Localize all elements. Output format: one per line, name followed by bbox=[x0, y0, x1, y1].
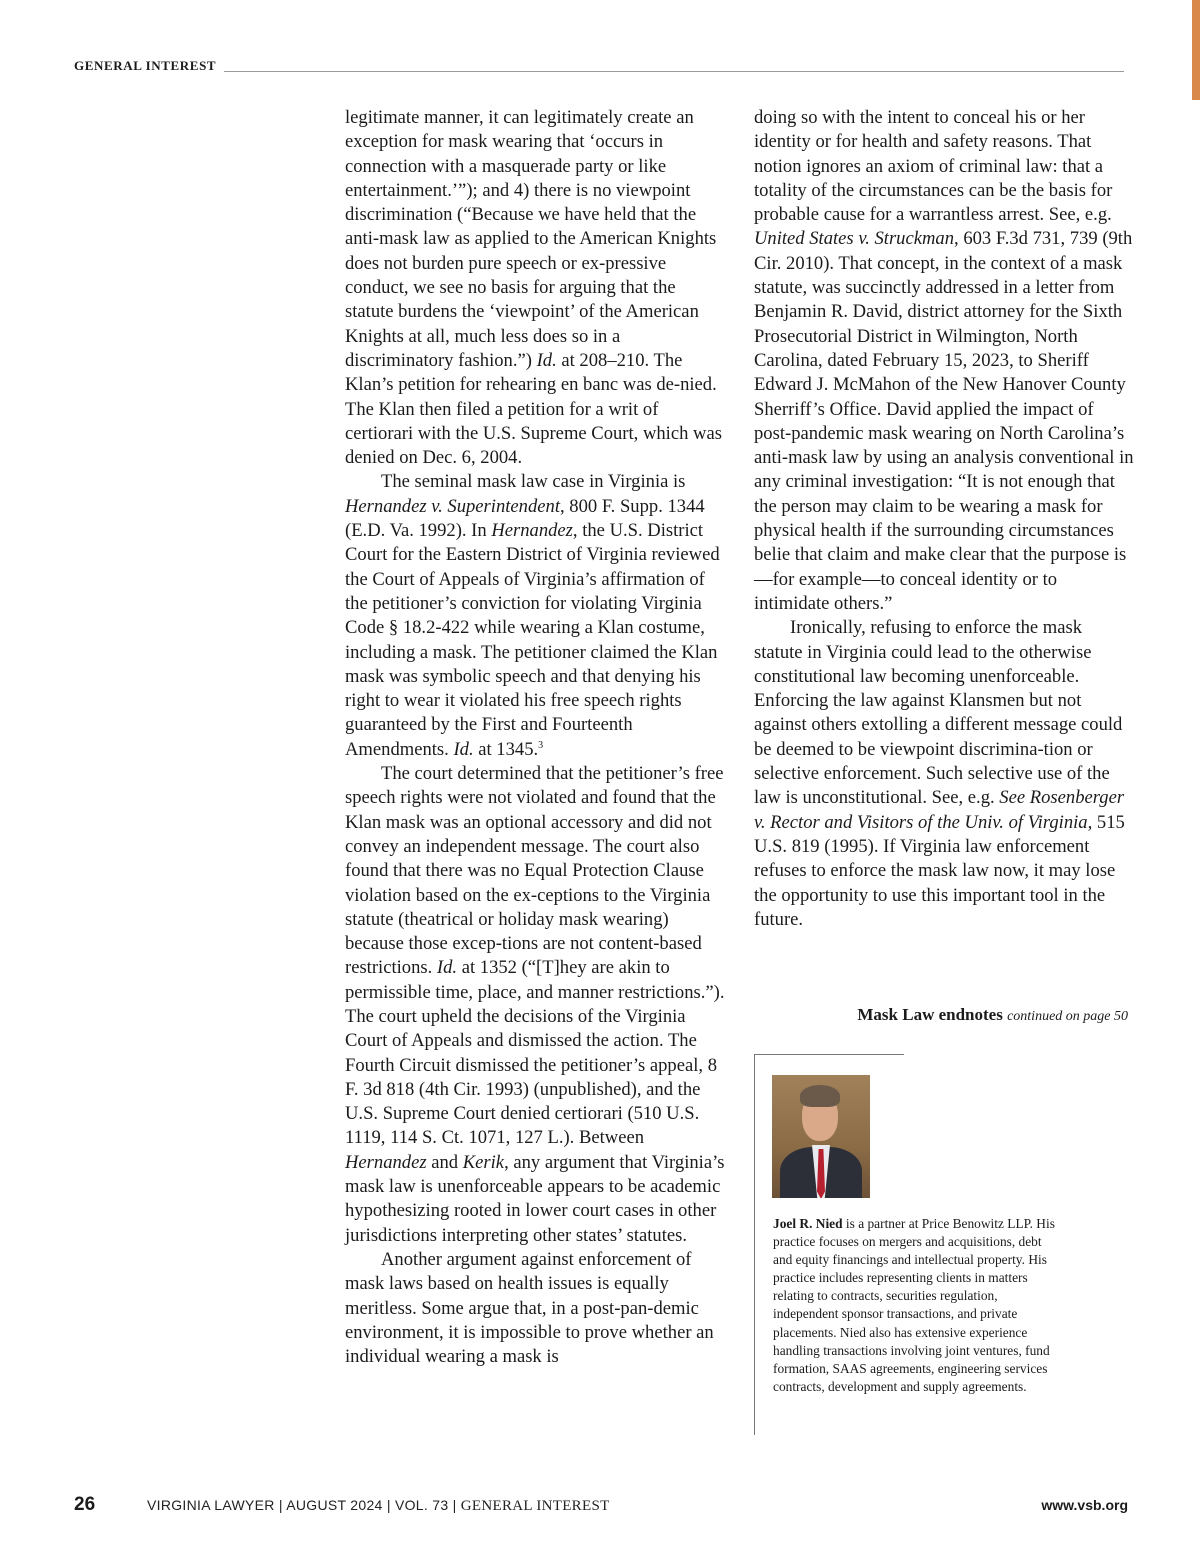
article-column-2 bbox=[754, 106, 1134, 932]
article-column-1 bbox=[345, 106, 725, 1369]
page-footer bbox=[74, 1494, 1128, 1518]
bio-rule bbox=[754, 1054, 904, 1055]
author-bio: Joel R. Nied is a partner at Price Benowitz LLP. His practice focuses on mergers and acquisitions, debt and equity financings and intellectual property. His practice includes representing clients in matters relating to contracts, securities regulation, independent sponsor transactions, and private placements. Nied also has extensive experience handling transactions involving joint ventures, fund formation, SAAS agreements, engineering services contracts, development and supply agreements. bbox=[773, 1216, 1055, 1394]
footnote-marker: 3 bbox=[538, 739, 544, 751]
section-label: GENERAL INTEREST bbox=[74, 58, 217, 73]
endnotes-continuation: Mask Law endnotes continued on page 50 bbox=[857, 1005, 1128, 1024]
paragraph: legitimate manner, it can legitimately create an exception for mask wearing that ‘occurs in connection with a masquerade party or like entertainment.’”); and 4) there is no viewpoint discrimination (“Because we have held that the anti-mask law as applied to the American Knights does not burden pure speech or ex-pressive conduct, we see no basis for arguing that the statute burdens the ‘viewpoint’ of the American Knights at all, much less does so in a discriminatory fashion.”) Id. at 208–210. The Klan’s petition for rehearing en banc was de-nied. The Klan then filed a petition for a writ of certiorari with the U.S. Supreme Court, which was denied on Dec. 6, 2004. bbox=[345, 107, 722, 469]
paragraph: Another argument against enforcement of mask laws based on health issues is equally meritless. Some argue that, in a post-pan-demic environment, it is impossible to prove whether an individual wearing a mask is bbox=[345, 1248, 714, 1368]
paragraph: doing so with the intent to conceal his or her identity or for health and safety reasons. That notion ignores an axiom of criminal law: that a totality of the circumstances can be the basis for probable cause for a warrantless arrest. See, e.g. United States v. Struckman, 603 F.3d 731, 739 (9th Cir. 2010). That concept, in the context of a mask statute, was succinctly addressed in a letter from Benjamin R. David, district attorney for the Sixth Prosecutorial District in Wilmington, North Carolina, dated February 15, 2023, to Sheriff Edward J. McMahon of the New Hanover County Sherriff’s Office. David applied the impact of post-pandemic mask wearing on North Carolina’s anti-mask law by using an analysis conventional in any criminal investigation: “It is not enough that the person may claim to be wearing a mask for physical health if the surrounding circumstances belie that claim and make clear that the purpose is—for example—to conceal identity or to intimidate others.” bbox=[754, 107, 1134, 614]
page-number: 26 bbox=[74, 1494, 96, 1515]
paragraph: The seminal mask law case in Virginia is Hernandez v. Superintendent, 800 F. Supp. 1344 (E.D. Va. 1992). In Hernandez, the U.S. District Court for the Eastern District of Virginia reviewed the Court of Appeals of Virginia’s affirmation of the petitioner’s conviction for violating Virginia Code § 18.2-422 while wearing a Klan costume, including a mask. The petitioner claimed the Klan mask was symbolic speech and that denying his right to wear it violated his free speech rights guaranteed by the First and Fourteenth Amendments. Id. at 1345.$^3$ bbox=[345, 471, 720, 760]
publication-info: VIRGINIA LAWYER | AUGUST 2024 | VOL. 73 | GENERAL INTEREST bbox=[147, 1497, 610, 1514]
website-link: www.vsb.org bbox=[1041, 1497, 1128, 1513]
page-edge-tab bbox=[1192, 0, 1200, 100]
paragraph: The court determined that the petitioner’s free speech rights were not violated and found that the Klan mask was an optional accessory and did not convey an independent message. The court also found that there was no Equal Protection Clause violation based on the ex-ceptions to the Virginia statute (theatrical or holiday mask wearing) because those excep-tions are not content-based restrictions. Id. at 1352 (“[T]hey are akin to permissible time, place, and manner restrictions.”). The court upheld the decisions of the Virginia Court of Appeals and dismissed the action. The Fourth Circuit dismissed the petitioner’s appeal, 8 F. 3d 818 (4th Cir. 1993) (unpublished), and the U.S. Supreme Court denied certiorari (510 U.S. 1119, 114 S. Ct. 1071, 127 L.). Between Hernandez and Kerik, any argument that Virginia’s mask law is unenforceable appears to be academic hypothesizing rooted in lower court cases in other jurisdictions interpreting other states’ statutes. bbox=[345, 763, 725, 1246]
bio-rule bbox=[754, 1054, 755, 1435]
author-photo bbox=[772, 1075, 870, 1198]
paragraph: Ironically, refusing to enforce the mask statute in Virginia could lead to the otherwise constitutional law becoming unenforceable. Enforcing the law against Klansmen but not against others extolling a different message could be deemed to be viewpoint discrimina-tion or selective enforcement. Such selective use of the law is unconstitutional. See, e.g. See Rosenberger v. Rector and Visitors of the Univ. of Virginia, 515 U.S. 819 (1995). If Virginia law enforcement refuses to enforce the mask law now, it may lose the opportunity to use this important tool in the future. bbox=[754, 617, 1125, 930]
author-name: Joel R. Nied bbox=[773, 1216, 843, 1231]
header-rule bbox=[224, 71, 1124, 72]
page-header bbox=[74, 58, 1124, 74]
